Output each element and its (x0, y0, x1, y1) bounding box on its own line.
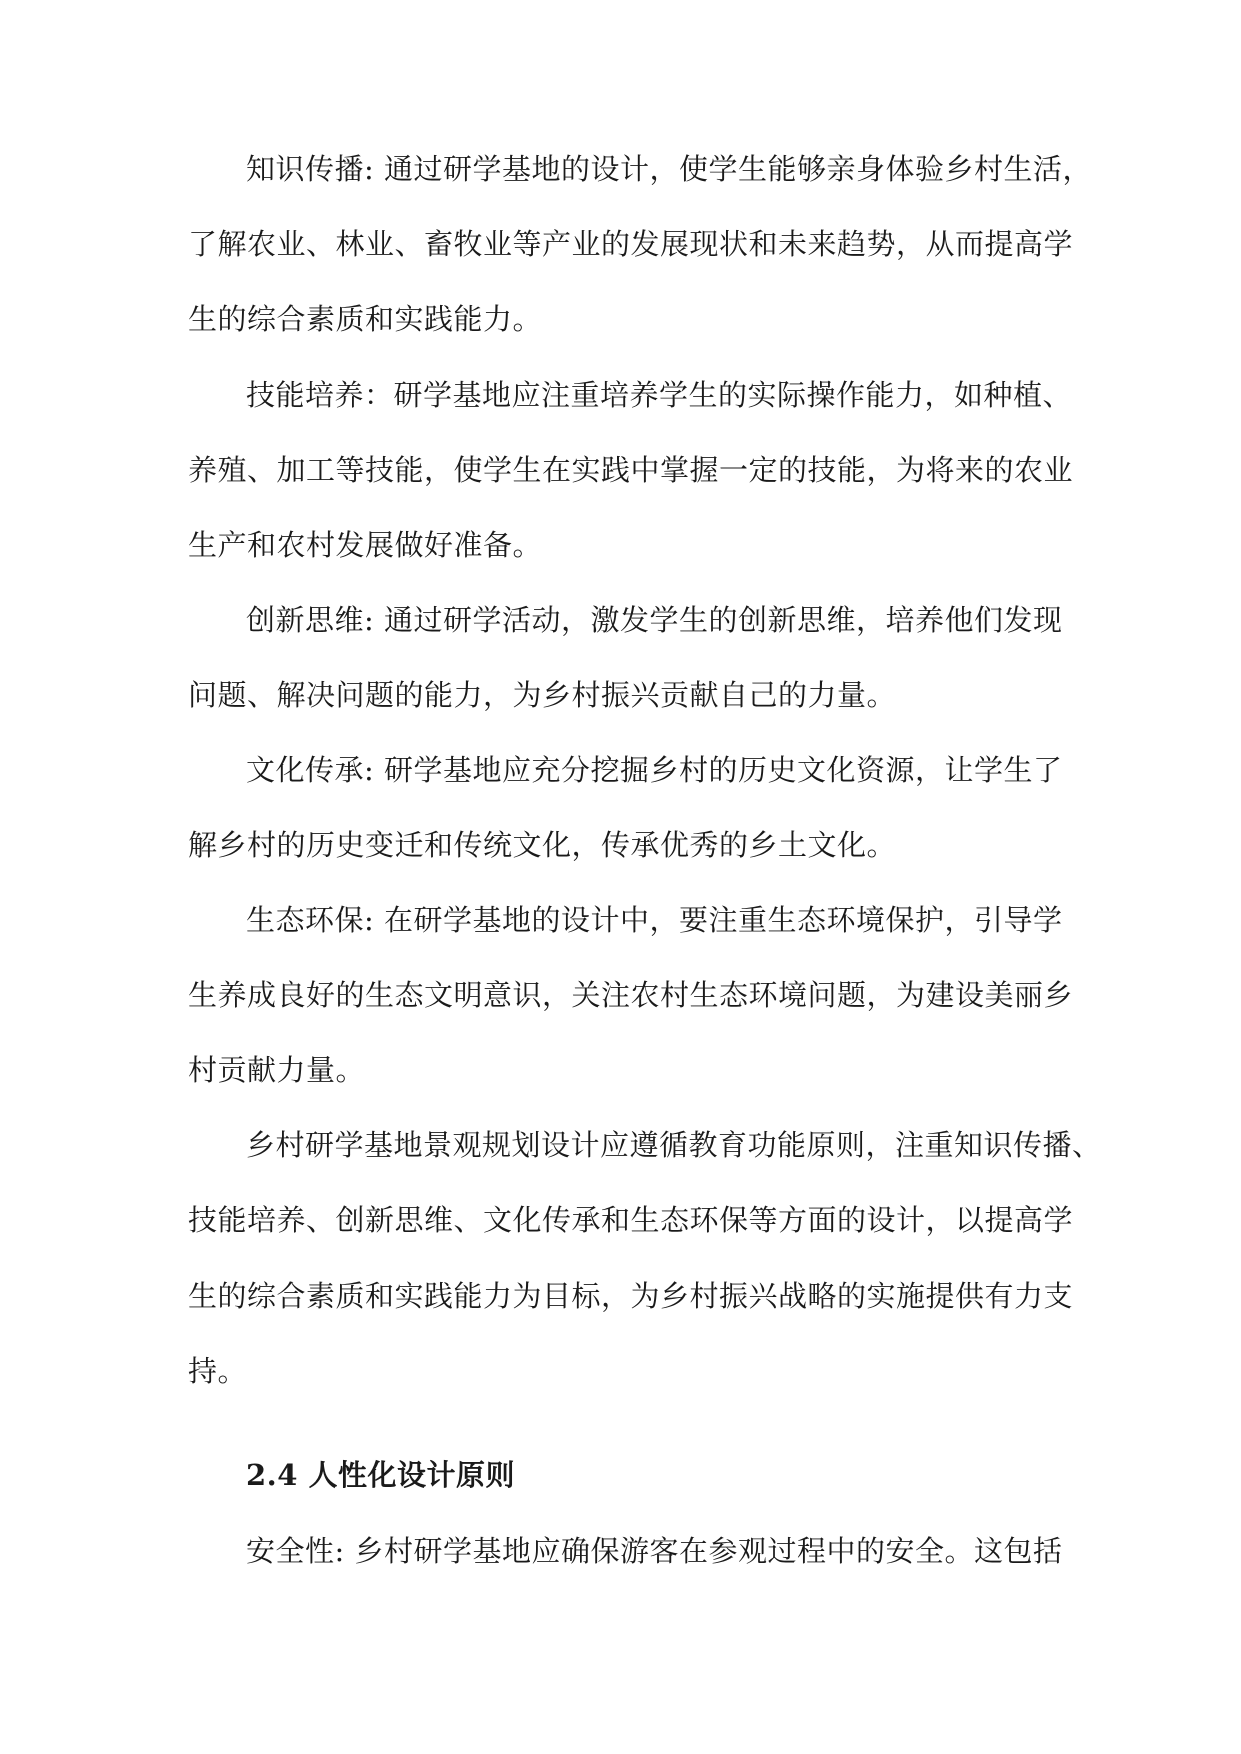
paragraph-5-line-3: 村贡献力量。 (188, 1053, 366, 1087)
paragraph-1-line-3: 生的综合素质和实践能力。 (188, 302, 543, 336)
section-heading: 2.4 人性化设计原则 (246, 1458, 516, 1492)
paragraph-4-line-2: 解乡村的历史变迁和传统文化，传承优秀的乡土文化。 (188, 828, 897, 862)
paragraph-6-line-2: 技能培养、创新思维、文化传承和生态环保等方面的设计，以提高学 (188, 1203, 1074, 1237)
paragraph-3-line-2: 问题、解决问题的能力，为乡村振兴贡献自己的力量。 (188, 678, 897, 712)
paragraph-2-line-3: 生产和农村发展做好准备。 (188, 528, 543, 562)
paragraph-4-line-1: 文化传承: 研学基地应充分挖掘乡村的历史文化资源，让学生了 (246, 753, 1063, 787)
paragraph-1-line-1: 知识传播: 通过研学基地的设计，使学生能够亲身体验乡村生活， (246, 152, 1092, 186)
paragraph-2-line-1: 技能培养：研学基地应注重培养学生的实际操作能力，如种植、 (246, 378, 1073, 412)
paragraph-6-line-3: 生的综合素质和实践能力为目标，为乡村振兴战略的实施提供有力支 (188, 1279, 1074, 1313)
paragraph-2-line-2: 养殖、加工等技能，使学生在实践中掌握一定的技能，为将来的农业 (188, 453, 1074, 487)
paragraph-1-line-2: 了解农业、林业、畜牧业等产业的发展现状和未来趋势，从而提高学 (188, 227, 1074, 261)
paragraph-5-line-1: 生态环保: 在研学基地的设计中，要注重生态环境保护，引导学 (246, 903, 1063, 937)
paragraph-6-line-1: 乡村研学基地景观规划设计应遵循教育功能原则，注重知识传播、 (246, 1128, 1102, 1162)
paragraph-3-line-1: 创新思维: 通过研学活动，激发学生的创新思维，培养他们发现 (246, 603, 1063, 637)
paragraph-5-line-2: 生养成良好的生态文明意识，关注农村生态环境问题，为建设美丽乡 (188, 978, 1074, 1012)
paragraph-6-line-4: 持。 (188, 1354, 248, 1388)
paragraph-7-line-1: 安全性: 乡村研学基地应确保游客在参观过程中的安全。这包括 (246, 1534, 1063, 1568)
